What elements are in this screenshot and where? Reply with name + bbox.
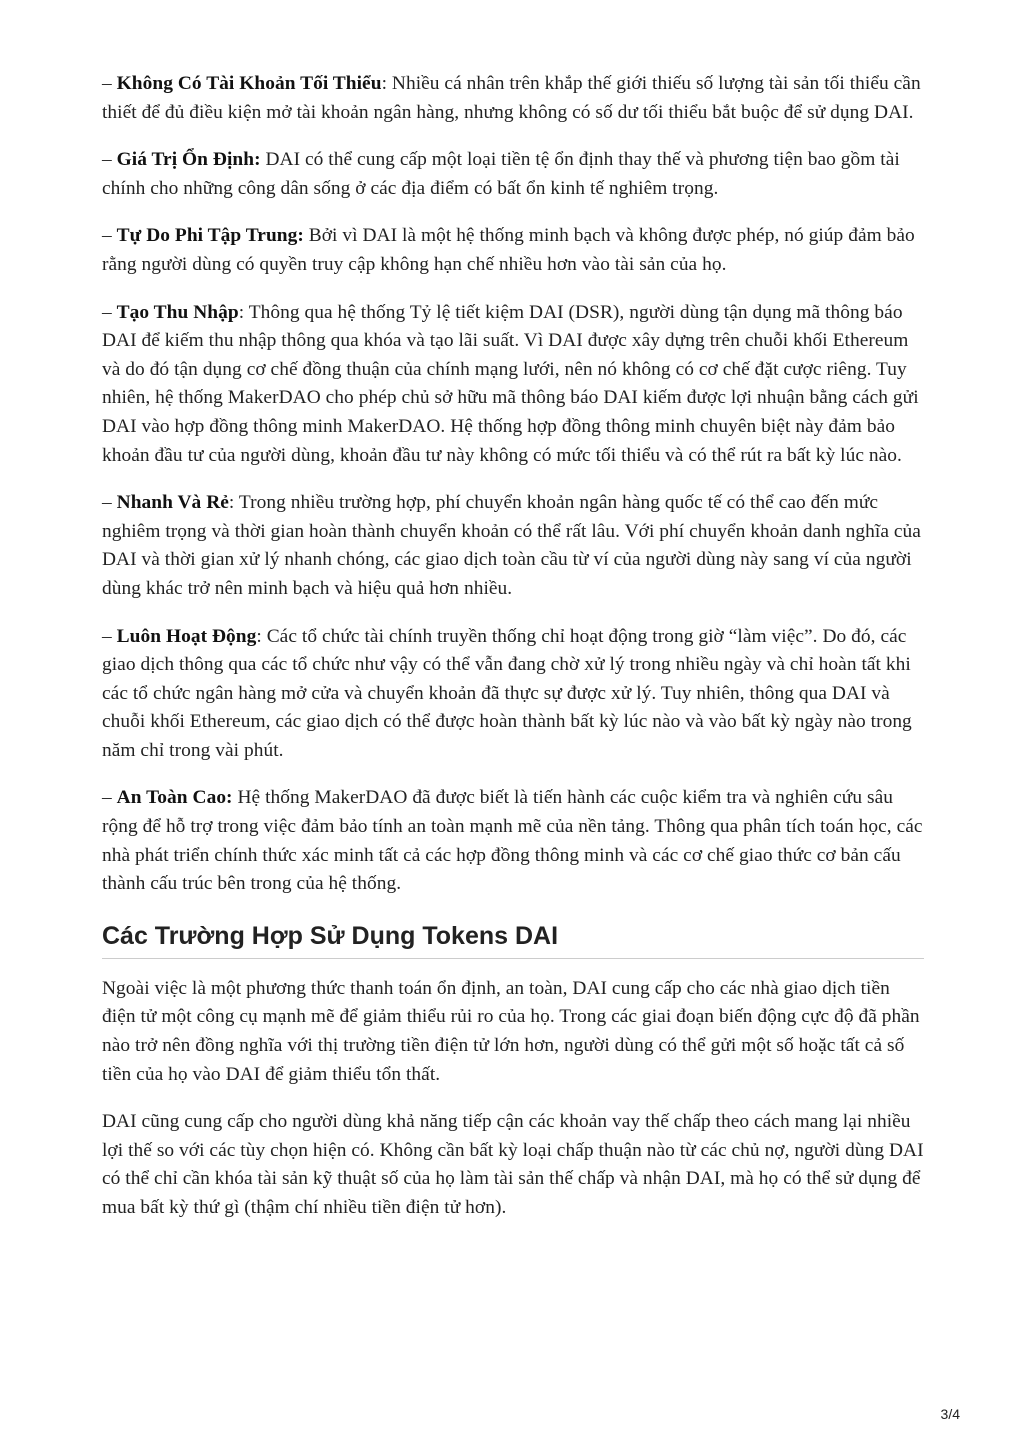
benefit-title: Tự Do Phi Tập Trung: <box>116 225 304 247</box>
benefit-dash: – <box>102 73 117 94</box>
benefit-high-security <box>102 784 924 898</box>
benefit-title: Giá Trị Ổn Định: <box>116 149 261 171</box>
benefit-dash: – <box>102 625 117 647</box>
benefit-text: : Thông qua hệ thống Tỷ lệ tiết kiệm DAI (DSR), người dùng tận dụng mã thông báo DAI để kiếm thu nhập thông qua khóa và tạo lãi suất. Vì DAI được xây dựng trên chuỗi khối Ethereum và do đó tận dụng cơ chế đồng thuận của chính mạng lưới, nên nó không có cơ chế đặt cược riêng. Tuy nhiên, hệ thống MakerDAO cho phép chủ sở hữu mã thông báo DAI kiếm được lợi nhuận bằng cách gửi DAI vào hợp đồng thông minh MakerDAO. Hệ thống hợp đồng thông minh chuyên biệt này đảm bảo khoản đầu tư của người dùng, khoản đầu tư này không có mức tối thiểu và có thể rút ra bất kỳ lúc nào. <box>102 301 919 466</box>
benefit-dash: – <box>102 301 117 323</box>
section-heading: Các Trường Hợp Sử Dụng Tokens DAI <box>102 918 924 959</box>
section-body <box>102 975 924 1223</box>
benefit-text: Hệ thống MakerDAO đã được biết là tiến hành các cuộc kiểm tra và nghiên cứu sâu rộng để hỗ trợ trong việc đảm bảo tính an toàn mạnh mẽ của nền tảng. Thông qua phân tích toán học, các nhà phát triển chính thức xác minh tất cả các hợp đồng thông minh và các cơ chế giao thức cơ bản cấu thành cấu trúc bên trong của hệ thống. <box>102 787 923 895</box>
section-paragraph: Ngoài việc là một phương thức thanh toán ổn định, an toàn, DAI cung cấp cho các nhà giao dịch tiền điện tử một công cụ mạnh mẽ để giảm thiểu rủi ro của họ. Trong các giai đoạn biến động cực độ đã phần nào trở nên đồng nghĩa với thị trường tiền điện tử lớn hơn, người dùng có thể gửi một số hoặc tất cả số tiền của họ vào DAI để giảm thiểu tổn thất. <box>102 977 920 1085</box>
benefit-dash: – <box>102 149 117 171</box>
benefit-decentralized-freedom <box>102 222 924 279</box>
benefit-title: Nhanh Và Rẻ <box>116 492 229 514</box>
section-paragraph: DAI cũng cung cấp cho người dùng khả năng tiếp cận các khoản vay thế chấp theo cách mang lại nhiều lợi thế so với các tùy chọn hiện có. Không cần bất kỳ loại chấp thuận nào từ các chủ nợ, người dùng DAI có thể chỉ cần khóa tài sản kỹ thuật số của họ làm tài sản thế chấp và nhận DAI, mà họ có thể sử dụng để mua bất kỳ thứ gì (thậm chí nhiều tiền điện tử hơn). <box>102 1111 924 1218</box>
benefit-stable-value <box>102 146 924 203</box>
benefit-text: Bởi vì DAI là một hệ thống minh bạch và không được phép, nó giúp đảm bảo rằng người dùng có quyền truy cập không hạn chế nhiều hơn vào tài sản của họ. <box>102 225 915 275</box>
benefit-title: Tạo Thu Nhập <box>116 301 239 323</box>
benefit-title: Không Có Tài Khoản Tối Thiểu <box>116 73 382 94</box>
benefit-text: : Nhiều cá nhân trên khắp thế giới thiếu số lượng tài sản tối thiểu cần thiết để đủ điều kiện mở tài khoản ngân hàng, nhưng không có số dư tối thiểu bắt buộc để sử dụng DAI. <box>102 73 921 123</box>
benefit-no-minimum-account <box>102 70 924 127</box>
benefit-dash: – <box>102 492 117 514</box>
benefit-dash: – <box>102 225 117 247</box>
benefit-dash: – <box>102 787 117 809</box>
benefit-earn-income <box>102 299 924 471</box>
benefit-title: An Toàn Cao: <box>116 787 233 809</box>
benefit-always-on <box>102 623 924 766</box>
page-number: 3/4 <box>940 1406 960 1422</box>
benefit-fast-and-cheap <box>102 489 924 603</box>
benefit-text: DAI có thể cung cấp một loại tiền tệ ổn định thay thế và phương tiện bao gồm tài chính cho những công dân sống ở các địa điểm có bất ổn kinh tế nghiêm trọng. <box>102 149 900 199</box>
benefit-text: : Các tổ chức tài chính truyền thống chỉ hoạt động trong giờ “làm việc”. Do đó, các giao dịch thông qua các tổ chức như vậy có thể vẫn đang chờ xử lý trong nhiều ngày và chỉ hoàn tất khi các tổ chức ngân hàng mở cửa và chuyển khoản đã thực sự được xử lý. Tuy nhiên, thông qua DAI và chuỗi khối Ethereum, các giao dịch có thể được hoàn thành bất kỳ lúc nào và vào bất kỳ ngày nào trong năm chỉ trong vài phút. <box>102 625 912 761</box>
document-page <box>102 70 924 1242</box>
benefit-title: Luôn Hoạt Động <box>116 625 257 647</box>
benefit-text: : Trong nhiều trường hợp, phí chuyển khoản ngân hàng quốc tế có thể cao đến mức nghiêm trọng và thời gian hoàn thành chuyển khoản có thể rất lâu. Với phí chuyển khoản danh nghĩa của DAI và thời gian xử lý nhanh chóng, các giao dịch toàn cầu từ ví của người dùng này sang ví của người dùng khác trở nên minh bạch và hiệu quả hơn nhiều. <box>102 492 921 599</box>
